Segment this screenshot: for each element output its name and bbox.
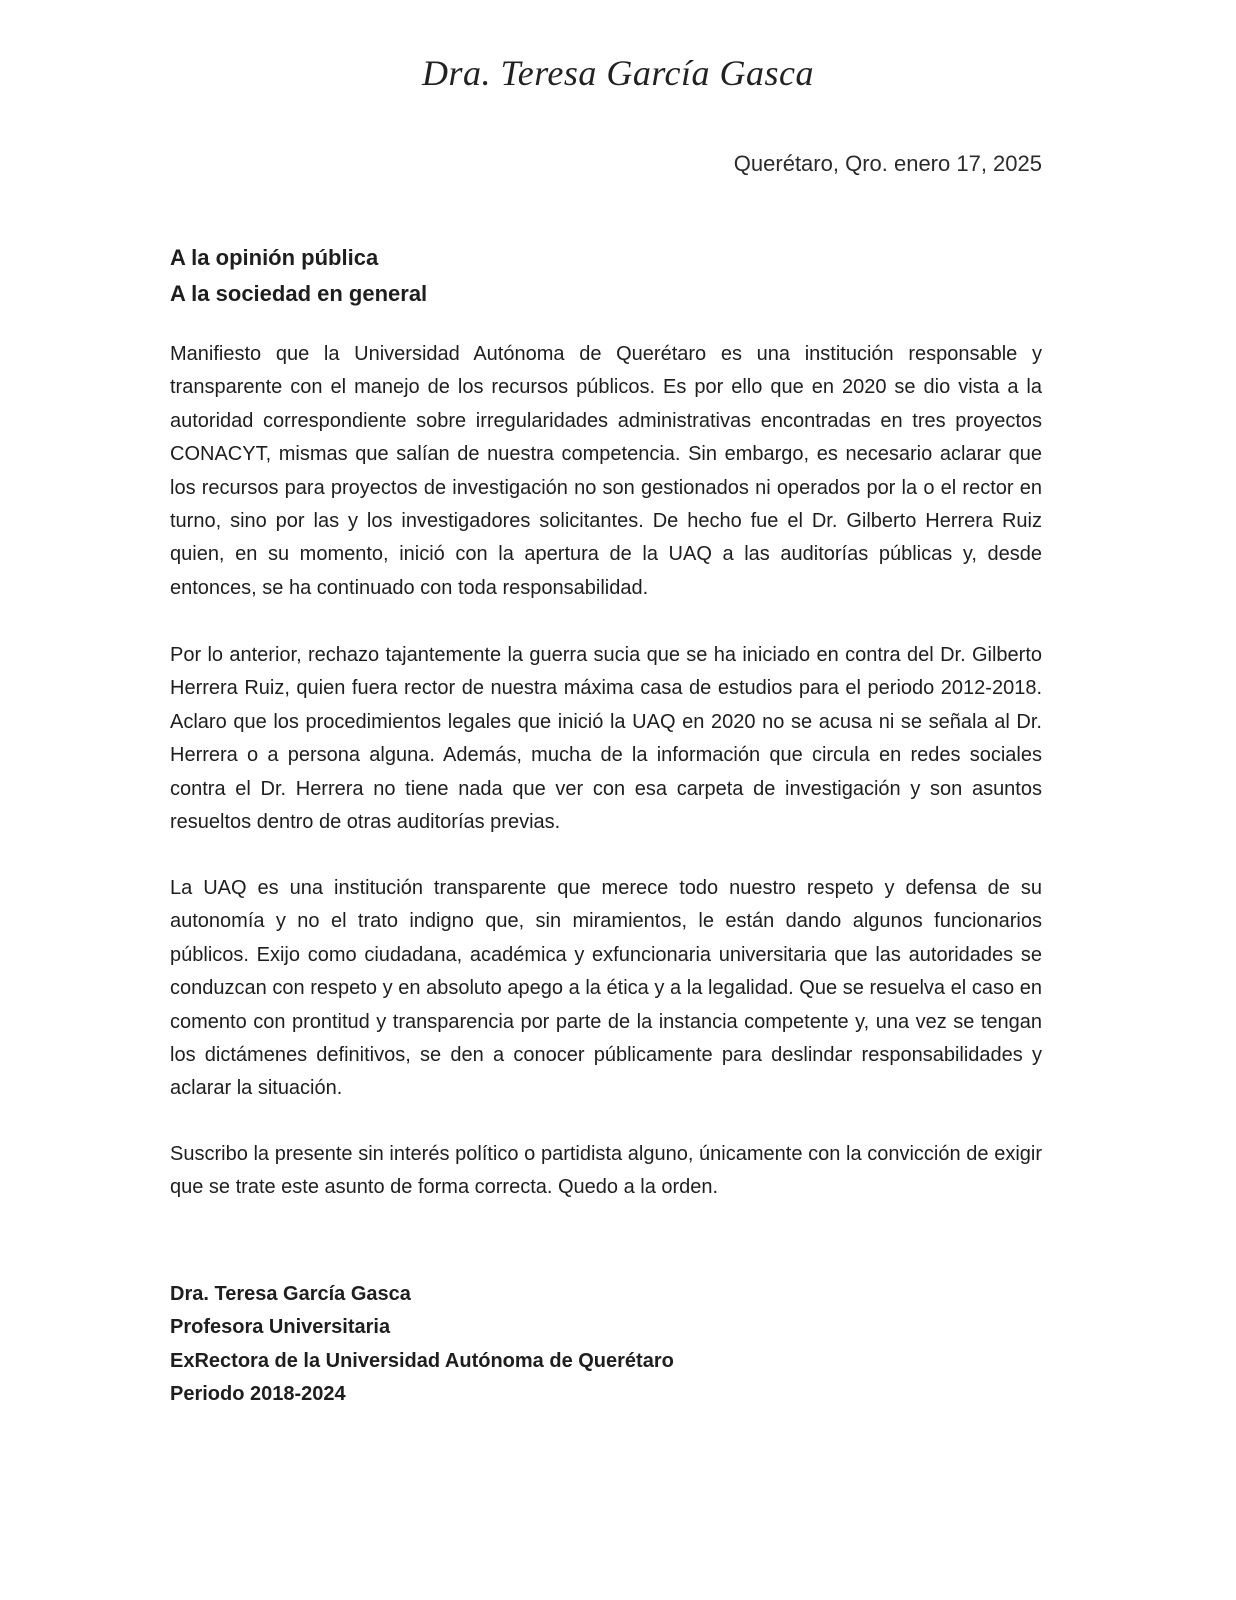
recipients-block <box>170 240 427 312</box>
signature-period: Periodo 2018-2024 <box>170 1383 346 1406</box>
recipient-line: A la opinión pública <box>170 245 379 270</box>
body-paragraph: Por lo anterior, rechazo tajantemente la guerra sucia que se ha iniciado en contra del Dr. Gilberto Herrera Ruiz, quien fuera rector de nuestra máxima casa de estudios para el periodo 2012-2018. Aclaro que los procedimientos legales que inició la UAQ en 2020 no se acusa ni se señala al Dr. Herrera o a persona alguna. Además, mucha de la información que circula en redes sociales contra el Dr. Herrera no tiene nada que ver con esa carpeta de investigación y son asuntos resueltos dentro de otras auditorías previas. <box>170 644 1042 834</box>
signature-role: Profesora Universitaria <box>170 1316 391 1339</box>
signature-former-role: ExRectora de la Universidad Autónoma de Querétaro <box>170 1349 674 1372</box>
signature-block <box>170 1278 674 1412</box>
letter-date: Querétaro, Qro. enero 17, 2025 <box>733 151 1042 176</box>
letterhead-name: Dra. Teresa García Gasca <box>421 53 814 93</box>
recipient-line: A la sociedad en general <box>170 281 428 306</box>
body-paragraph: Suscribo la presente sin interés político o partidista alguno, únicamente con la convicción de exigir que se trate este asunto de forma correcta. Quedo a la orden. <box>170 1143 1042 1199</box>
body-paragraph: La UAQ es una institución transparente que merece todo nuestro respeto y defensa de su autonomía y no el trato indigno que, sin miramientos, le están dando algunos funcionarios públicos. Exijo como ciudadana, académica y exfuncionaria universitaria que las autoridades se conduzcan con respeto y en absoluto apego a la ética y a la legalidad. Que se resuelva el caso en comento con prontitud y transparencia por parte de la instancia competente y, una vez se tengan los dictámenes definitivos, se den a conocer públicamente para deslindar responsabilidades y aclarar la situación. <box>170 877 1042 1100</box>
signature-name: Dra. Teresa García Gasca <box>170 1283 411 1305</box>
body-paragraph: Manifiesto que la Universidad Autónoma de Querétaro es una institución responsable y transparente con el manejo de los recursos públicos. Es por ello que en 2020 se dio vista a la autoridad correspondiente sobre irregularidades administrativas encontradas en tres proyectos CONACYT, mismas que salían de nuestra competencia. Sin embargo, es necesario aclarar que los recursos para proyectos de investigación no son gestionados ni operados por la o el rector en turno, sino por las y los investigadores solicitantes. De hecho fue el Dr. Gilberto Herrera Ruiz quien, en su momento, inició con la apertura de la UAQ a las auditorías públicas y, desde entonces, se ha continuado con toda responsabilidad. <box>170 343 1042 599</box>
